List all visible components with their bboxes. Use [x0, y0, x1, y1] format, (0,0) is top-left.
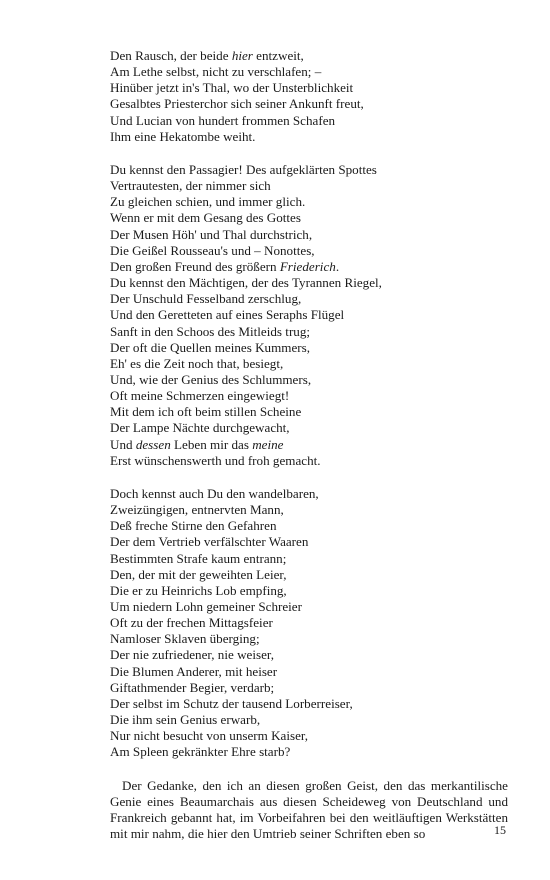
verse-line — [110, 567, 508, 583]
verse-line — [110, 502, 508, 518]
verse-text: Die er zu Heinrichs Lob empfing, — [110, 582, 287, 598]
verse-text: Die ihm sein Genius erwarb, — [110, 712, 261, 728]
verse-line — [110, 631, 508, 647]
verse-line — [110, 534, 508, 550]
verse-text: Wenn er mit dem Gesang des Gottes — [110, 210, 301, 226]
verse-text: Bestimmten Strafe kaum entrann; — [110, 550, 287, 566]
verse-text: Der Unschuld Fesselband zerschlug, — [110, 291, 302, 307]
verse-text: Die Blumen Anderer, mit heiser — [110, 663, 278, 679]
verse-text: Namloser Sklaven überging; — [110, 631, 260, 647]
verse-line — [110, 64, 508, 80]
emphasis-text: hier — [231, 48, 253, 63]
verse-line — [110, 420, 508, 436]
prose-paragraph: Der Gedanke, den ich an diesen großen Geist, den das merkantilische Genie eines Beaumarchais aus diesen Scheideweg von Deutschland und Frankreich gebannt hat, im Vorbeifahren bei den weitläuftigen Werkstätten mit mir nahm, die hier den Umtrieb seiner Schriften eben so — [110, 777, 508, 842]
verse-line — [110, 388, 508, 404]
verse-text: . — [335, 258, 340, 274]
verse-text: Und — [110, 436, 136, 452]
emphasis-text: Friederich — [279, 258, 336, 274]
emphasis-text: meine — [252, 436, 284, 452]
verse-line — [110, 728, 508, 744]
verse-line — [110, 696, 508, 712]
verse-text: Giftathmender Begier, verdarb; — [110, 679, 275, 695]
verse-line — [110, 48, 508, 64]
verse-text: Vertrautesten, der nimmer sich — [110, 178, 271, 194]
verse-line — [110, 96, 508, 112]
verse-text: Die Geißel Rousseau's und – Nonottes, — [110, 242, 315, 258]
page-body — [110, 48, 508, 855]
verse-text: Zweizüngigen, entnervten Mann, — [110, 502, 284, 518]
verse-line — [110, 372, 508, 388]
verse-line — [110, 453, 508, 469]
verse-line — [110, 307, 508, 323]
verse-text: Der Lampe Nächte durchgewacht, — [110, 420, 290, 436]
verse-line — [110, 178, 508, 194]
verse-text: Den Rausch, der beide — [110, 48, 232, 63]
stanza — [110, 162, 508, 469]
verse-text: Zu gleichen schien, und immer glich. — [110, 194, 306, 210]
stanza — [110, 486, 508, 761]
verse-text: Den, der mit der geweihten Leier, — [110, 566, 287, 582]
verse-line — [110, 194, 508, 210]
verse-line — [110, 744, 508, 760]
verse-text: Gesalbtes Priesterchor sich seiner Ankunft freut, — [110, 96, 364, 112]
verse-text: Der dem Vertrieb verfälschter Waaren — [110, 534, 309, 550]
verse-line — [110, 243, 508, 259]
verse-text: Und Lucian von hundert frommen Schafen — [110, 112, 336, 128]
verse-text: Hinüber jetzt in's Thal, wo der Unsterblichkeit — [110, 80, 354, 96]
verse-text: Du kennst den Mächtigen, der des Tyrannen Riegel, — [110, 275, 382, 291]
verse-line — [110, 615, 508, 631]
verse-text: Und den Geretteten auf eines Seraphs Flügel — [110, 307, 345, 323]
verse-line — [110, 227, 508, 243]
verse-line — [110, 356, 508, 372]
verse-text: Und, wie der Genius des Schlummers, — [110, 371, 312, 387]
verse-line — [110, 518, 508, 534]
verse-text: Oft zu der frechen Mittagsfeier — [110, 615, 273, 631]
verse-text: Deß freche Stirne den Gefahren — [110, 518, 277, 534]
verse-line — [110, 80, 508, 96]
verse-line — [110, 664, 508, 680]
verse-line — [110, 551, 508, 567]
verse-text: Eh' es die Zeit noch that, besiegt, — [110, 355, 284, 371]
verse-line — [110, 437, 508, 453]
verse-line — [110, 259, 508, 275]
verse-line — [110, 291, 508, 307]
verse-line — [110, 210, 508, 226]
verse-text: Der Musen Höh' und Thal durchstrich, — [110, 226, 313, 242]
verse-line — [110, 129, 508, 145]
poem — [110, 48, 508, 761]
verse-text: Nur nicht besucht von unserm Kaiser, — [110, 728, 309, 744]
emphasis-text: dessen — [135, 436, 171, 452]
verse-line — [110, 404, 508, 420]
verse-text: Mit dem ich oft beim stillen Scheine — [110, 404, 302, 420]
verse-line — [110, 162, 508, 178]
verse-line — [110, 486, 508, 502]
verse-line — [110, 113, 508, 129]
verse-text: Du kennst den Passagier! Des aufgeklärten Spottes — [110, 161, 377, 177]
verse-line — [110, 680, 508, 696]
verse-text: Um niedern Lohn gemeiner Schreier — [110, 599, 302, 614]
verse-text: Am Spleen gekränkter Ehre starb? — [110, 744, 291, 760]
verse-text: Der nie zufriedener, nie weiser, — [110, 647, 274, 663]
verse-text: Erst wünschenswerth und froh gemacht. — [110, 452, 321, 468]
verse-text: Ihm eine Hekatombe weiht. — [110, 128, 256, 144]
verse-line — [110, 647, 508, 663]
stanza — [110, 48, 508, 145]
verse-line — [110, 712, 508, 728]
verse-line — [110, 583, 508, 599]
verse-text: Leben mir das — [170, 436, 253, 452]
verse-line — [110, 340, 508, 356]
verse-line — [110, 324, 508, 340]
verse-text: Am Lethe selbst, nicht zu verschlafen; – — [110, 64, 322, 80]
verse-line — [110, 275, 508, 291]
verse-text: Sanft in den Schoos des Mitleids trug; — [110, 323, 311, 339]
page-number: 15 — [494, 823, 506, 837]
verse-text: entzweit, — [252, 48, 304, 63]
verse-text: Den großen Freund des größern — [110, 258, 280, 274]
verse-line — [110, 599, 508, 615]
verse-text: Oft meine Schmerzen eingewiegt! — [110, 388, 290, 404]
verse-text: Doch kennst auch Du den wandelbaren, — [110, 485, 319, 501]
verse-text: Der oft die Quellen meines Kummers, — [110, 339, 310, 355]
verse-text: Der selbst im Schutz der tausend Lorberreiser, — [110, 695, 353, 711]
